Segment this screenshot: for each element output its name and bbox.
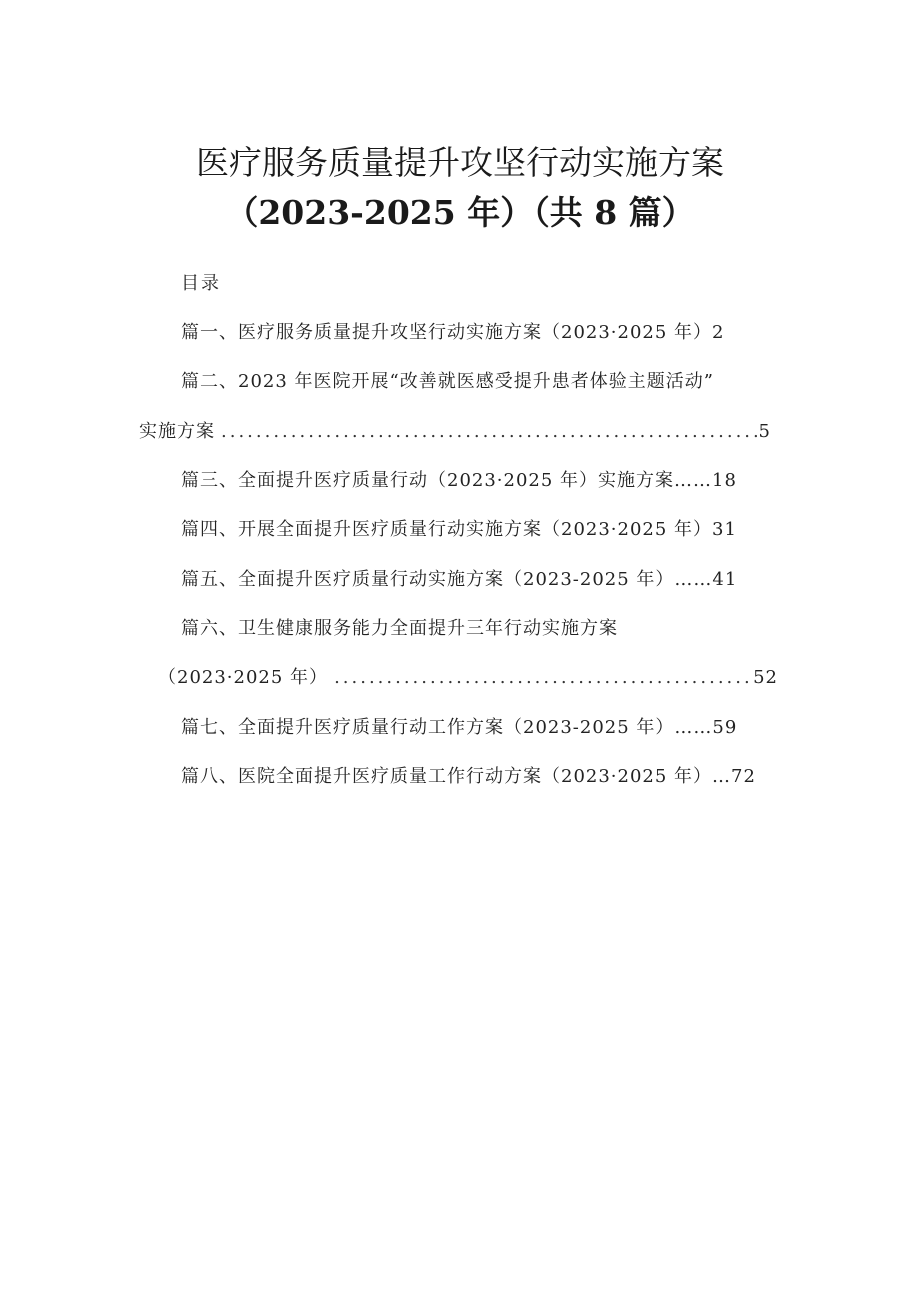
toc-entry-6-continuation[interactable]	[158, 666, 778, 690]
toc-entry-6-page: 52	[753, 667, 778, 688]
toc-dot-leader	[215, 420, 759, 444]
toc-entry-6-cont-text: （2023·2025 年）	[158, 667, 329, 688]
document-title-line1: 医疗服务质量提升攻坚行动实施方案	[196, 143, 724, 182]
toc-entry-2-continuation[interactable]	[139, 420, 771, 444]
toc-entry-2[interactable]: 篇二、2023 年医院开展“改善就医感受提升患者体验主题活动”	[181, 371, 714, 392]
toc-entry-3[interactable]: 篇三、全面提升医疗质量行动（2023·2025 年）实施方案……18	[181, 470, 737, 491]
toc-entry-5[interactable]: 篇五、全面提升医疗质量行动实施方案（2023-2025 年）……41	[181, 569, 738, 590]
toc-entry-4[interactable]: 篇四、开展全面提升医疗质量行动实施方案（2023·2025 年）31	[181, 519, 737, 540]
toc-entry-8[interactable]: 篇八、医院全面提升医疗质量工作行动方案（2023·2025 年）…72	[181, 766, 756, 787]
toc-dot-leader	[328, 666, 753, 690]
toc-entry-2-cont-text: 实施方案	[139, 421, 215, 442]
document-title-line2: （2023-2025 年）（共 8 篇）	[225, 193, 695, 232]
toc-entry-1[interactable]: 篇一、医疗服务质量提升攻坚行动实施方案（2023·2025 年）2	[181, 322, 725, 343]
toc-entry-7[interactable]: 篇七、全面提升医疗质量行动工作方案（2023-2025 年）……59	[181, 717, 738, 738]
toc-heading: 目录	[181, 273, 221, 294]
toc-entry-2-page: 5	[758, 421, 771, 442]
toc-entry-6[interactable]: 篇六、卫生健康服务能力全面提升三年行动实施方案	[181, 618, 618, 639]
